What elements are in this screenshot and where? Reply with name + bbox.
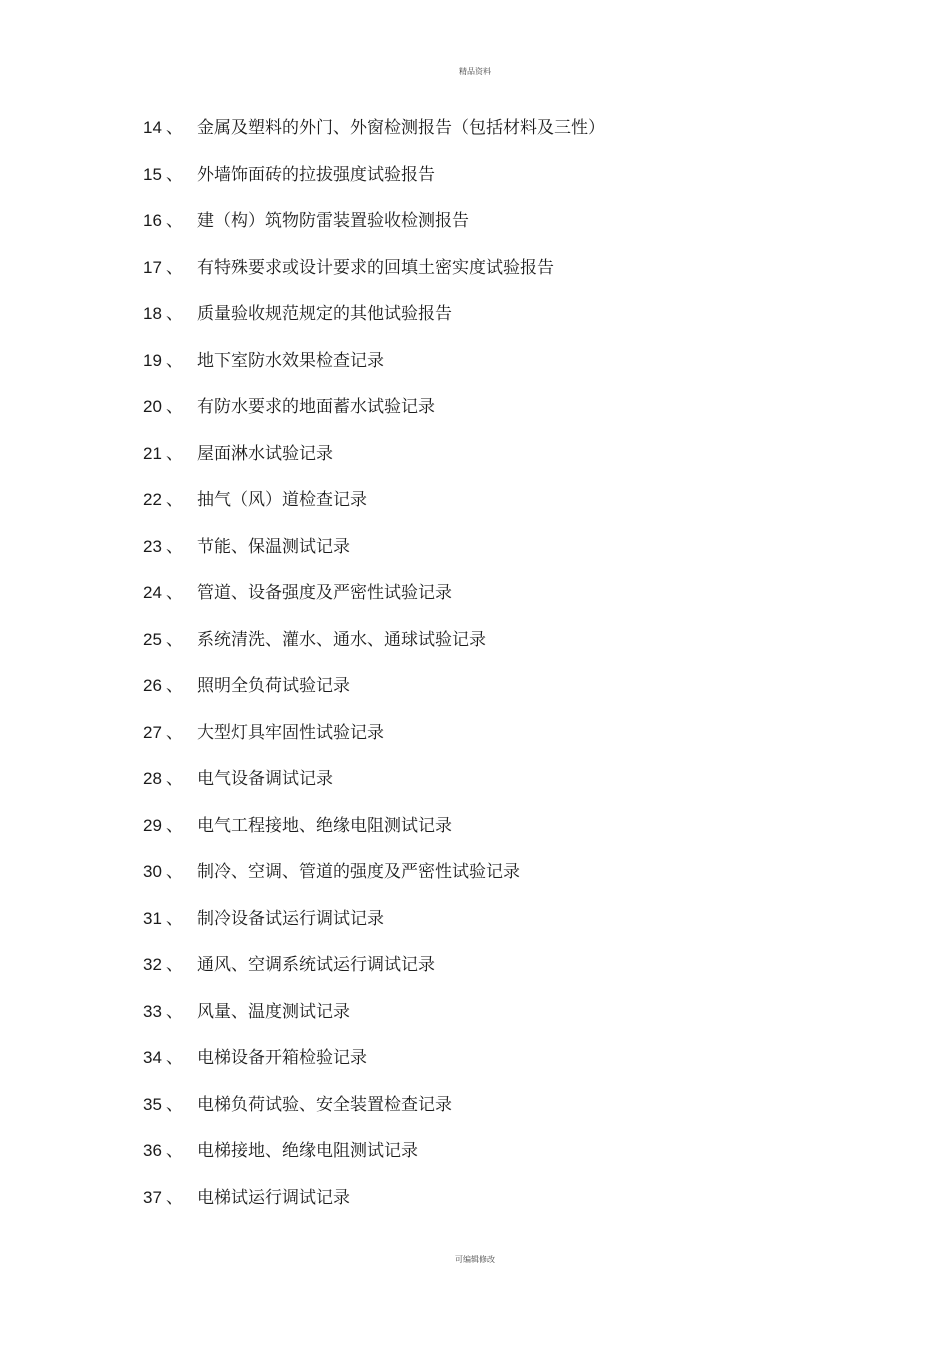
list-item [0, 907, 950, 954]
list-item [0, 163, 950, 210]
item-separator: 、 [166, 490, 183, 510]
item-separator: 、 [166, 955, 183, 975]
item-number: 31 [143, 908, 162, 928]
item-number: 17 [143, 257, 162, 277]
list-item [0, 302, 950, 349]
item-number: 28 [143, 769, 162, 788]
item-text: 电梯试运行调试记录 [197, 1187, 350, 1208]
item-separator: 、 [166, 304, 183, 324]
list-item [0, 814, 950, 861]
item-separator: 、 [166, 1094, 183, 1115]
item-separator: 、 [166, 164, 183, 185]
list-item [0, 721, 950, 768]
list-item [0, 628, 950, 675]
item-number: 29 [143, 815, 162, 835]
item-text: 制冷设备试运行调试记录 [197, 908, 384, 929]
item-separator: 、 [166, 1187, 183, 1208]
item-text: 质量验收规范规定的其他试验报告 [197, 304, 452, 324]
list-item [0, 395, 950, 442]
item-number: 36 [143, 1141, 162, 1160]
item-number: 20 [143, 397, 162, 416]
item-text: 外墙饰面砖的拉拔强度试验报告 [197, 164, 435, 185]
list-item [0, 488, 950, 535]
item-text: 风量、温度测试记录 [197, 1001, 350, 1022]
item-text: 电气设备调试记录 [197, 769, 333, 789]
item-number: 14 [143, 118, 162, 137]
list-item [0, 1000, 950, 1047]
item-text: 抽气（风）道检查记录 [197, 490, 367, 510]
item-text: 电气工程接地、绝缘电阻测试记录 [197, 815, 452, 836]
item-number: 24 [143, 583, 162, 602]
list-item [0, 1186, 950, 1233]
list-item [0, 1046, 950, 1093]
list-item [0, 209, 950, 256]
item-number: 22 [143, 490, 162, 509]
item-text: 系统清洗、灌水、通水、通球试验记录 [197, 629, 486, 650]
item-number: 34 [143, 1048, 162, 1067]
list-item [0, 1093, 950, 1140]
item-text: 照明全负荷试验记录 [197, 676, 350, 696]
list-item [0, 953, 950, 1000]
item-separator: 、 [166, 908, 183, 929]
item-text: 金属及塑料的外门、外窗检测报告（包括材料及三性） [197, 118, 605, 138]
item-separator: 、 [166, 629, 183, 650]
item-separator: 、 [166, 1141, 183, 1161]
item-separator: 、 [166, 676, 183, 696]
item-separator: 、 [166, 536, 183, 557]
item-separator: 、 [166, 1001, 183, 1022]
item-number: 37 [143, 1187, 162, 1207]
item-text: 电梯负荷试验、安全装置检查记录 [197, 1094, 452, 1115]
list-item [0, 860, 950, 907]
item-number: 26 [143, 676, 162, 695]
item-text: 节能、保温测试记录 [197, 536, 350, 557]
list-item [0, 1139, 950, 1186]
item-separator: 、 [166, 118, 183, 138]
item-text: 地下室防水效果检查记录 [197, 350, 384, 371]
item-separator: 、 [166, 350, 183, 371]
item-separator: 、 [166, 769, 183, 789]
list-item [0, 349, 950, 396]
item-separator: 、 [166, 722, 183, 743]
item-separator: 、 [166, 443, 183, 464]
item-text: 电梯接地、绝缘电阻测试记录 [197, 1141, 418, 1161]
item-separator: 、 [166, 397, 183, 417]
item-separator: 、 [166, 583, 183, 603]
item-number: 18 [143, 304, 162, 323]
item-text: 制冷、空调、管道的强度及严密性试验记录 [197, 862, 520, 882]
item-number: 30 [143, 862, 162, 881]
item-text: 电梯设备开箱检验记录 [197, 1048, 367, 1068]
item-separator: 、 [166, 257, 183, 278]
list-item [0, 256, 950, 303]
page-footer-note: 可编辑修改 [455, 1255, 495, 1264]
item-text: 有特殊要求或设计要求的回填土密实度试验报告 [197, 257, 554, 278]
item-number: 19 [143, 350, 162, 370]
item-text: 管道、设备强度及严密性试验记录 [197, 583, 452, 603]
item-separator: 、 [166, 1048, 183, 1068]
page-header-note: 精品资料 [459, 67, 491, 76]
item-text: 建（构）筑物防雷装置验收检测报告 [197, 211, 469, 231]
item-separator: 、 [166, 815, 183, 836]
list-item [0, 674, 950, 721]
item-text: 屋面淋水试验记录 [197, 443, 333, 464]
list-item [0, 535, 950, 582]
item-number: 16 [143, 211, 162, 230]
item-number: 21 [143, 443, 162, 463]
item-number: 32 [143, 955, 162, 974]
item-number: 27 [143, 722, 162, 742]
item-text: 大型灯具牢固性试验记录 [197, 722, 384, 743]
item-number: 35 [143, 1094, 162, 1114]
item-separator: 、 [166, 862, 183, 882]
item-number: 15 [143, 164, 162, 184]
list-item [0, 767, 950, 814]
item-number: 25 [143, 629, 162, 649]
item-text: 通风、空调系统试运行调试记录 [197, 955, 435, 975]
list-item [0, 442, 950, 489]
item-separator: 、 [166, 211, 183, 231]
record-list [0, 116, 950, 1232]
item-number: 23 [143, 536, 162, 556]
list-item [0, 581, 950, 628]
item-text: 有防水要求的地面蓄水试验记录 [197, 397, 435, 417]
list-item [0, 116, 950, 163]
item-number: 33 [143, 1001, 162, 1021]
